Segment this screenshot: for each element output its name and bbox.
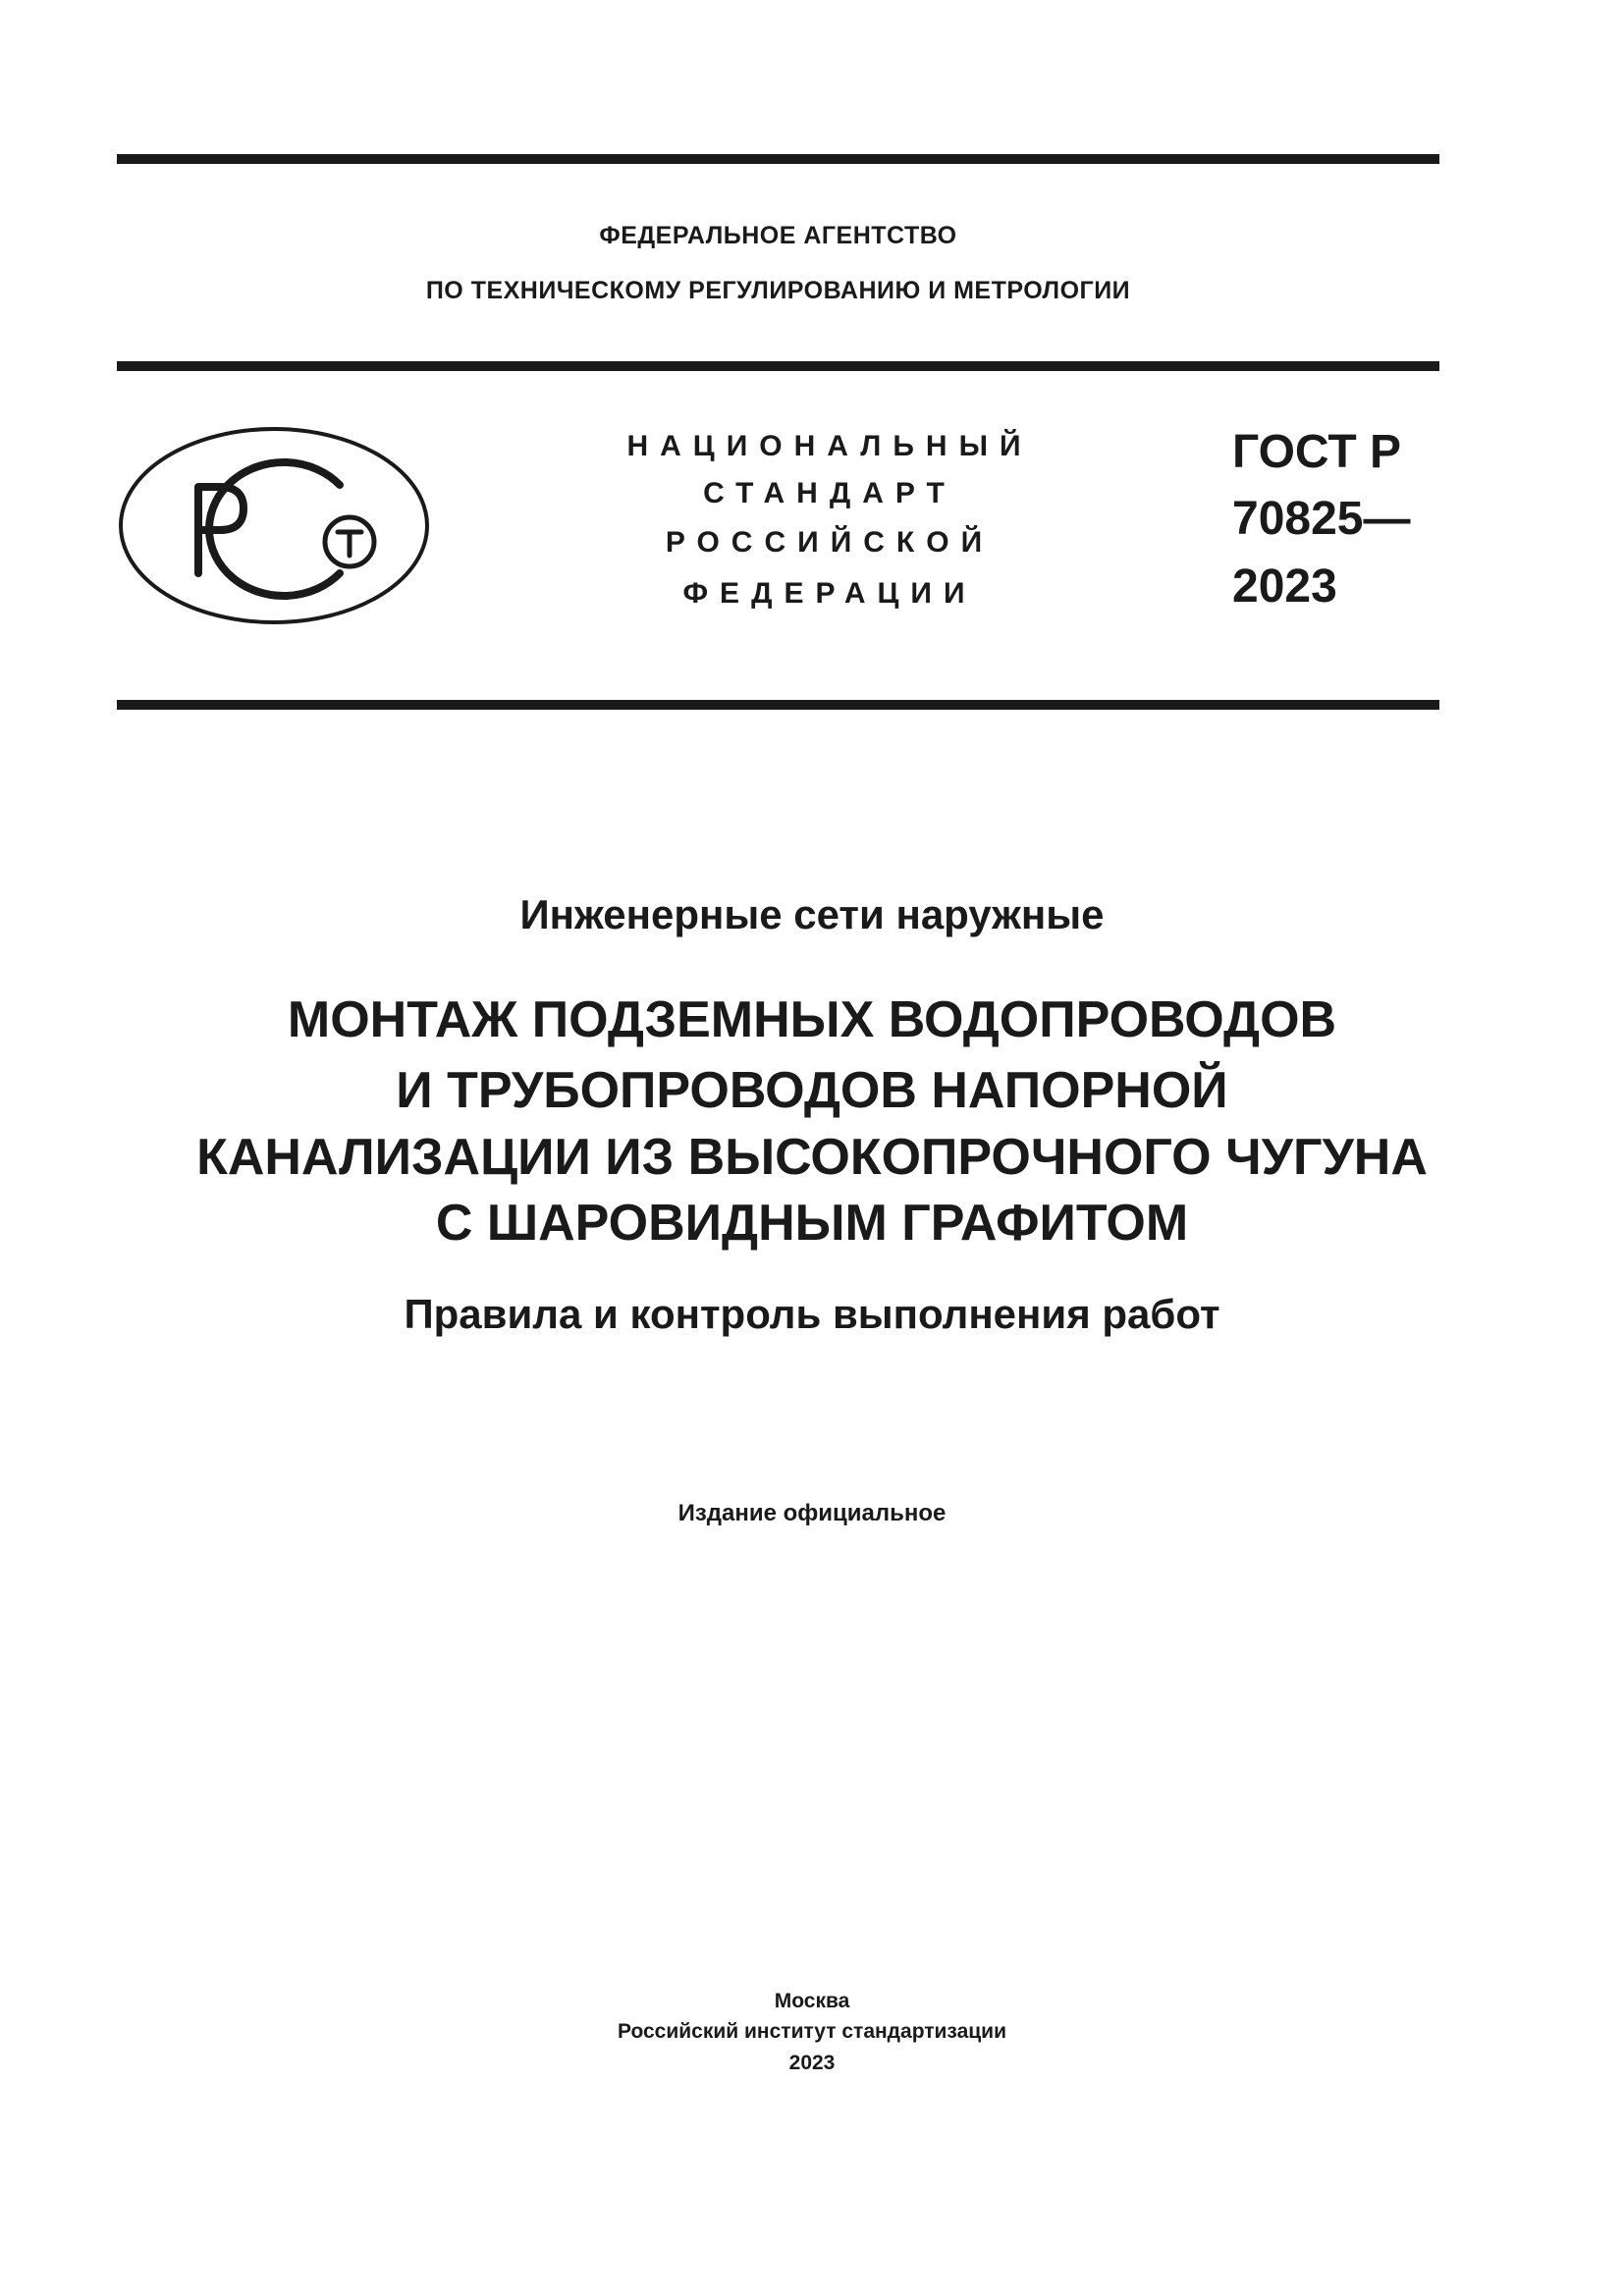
agency-name-line-2: ПО ТЕХНИЧЕСКОМУ РЕГУЛИРОВАНИЮ И МЕТРОЛОГИИ: [425, 277, 1131, 304]
standard-type-line-3: РОССИЙСКОЙ: [665, 526, 995, 559]
designation-line-2: 70825—: [1232, 493, 1411, 545]
top-rule: [117, 154, 1439, 164]
standard-type-line-2: СТАНДАРТ: [703, 477, 956, 509]
rst-logo-icon: [118, 426, 430, 625]
bottom-header-rule: [117, 700, 1439, 710]
document-subject: Инженерные сети наружные: [519, 891, 1105, 937]
publisher-organization: Российский институт стандартизации: [617, 2020, 1007, 2043]
document-title-line-2: И ТРУБОПРОВОДОВ НАПОРНОЙ: [396, 1062, 1228, 1119]
publisher-city: Москва: [774, 1990, 850, 2012]
document-title-line-4: С ШАРОВИДНЫМ ГРАФИТОМ: [435, 1195, 1189, 1252]
document-title-line-1: МОНТАЖ ПОДЗЕМНЫХ ВОДОПРОВОДОВ: [287, 991, 1337, 1048]
document-title-line-3: КАНАЛИЗАЦИИ ИЗ ВЫСОКОПРОЧНОГО ЧУГУНА: [196, 1129, 1428, 1186]
edition-note: Издание официальное: [677, 1500, 947, 1526]
standard-type-line-4: ФЕДЕРАЦИИ: [682, 577, 977, 610]
document-subtitle: Правила и контроль выполнения работ: [404, 1291, 1220, 1337]
designation-line-1: ГОСТ Р: [1232, 426, 1402, 478]
standard-type-line-1: НАЦИОНАЛЬНЫЙ: [626, 430, 1033, 462]
header-divider-rule: [117, 361, 1439, 371]
publication-year: 2023: [788, 2052, 836, 2074]
agency-name-line-1: ФЕДЕРАЛЬНОЕ АГЕНТСТВО: [599, 222, 957, 249]
designation-line-3: 2023: [1232, 561, 1337, 613]
